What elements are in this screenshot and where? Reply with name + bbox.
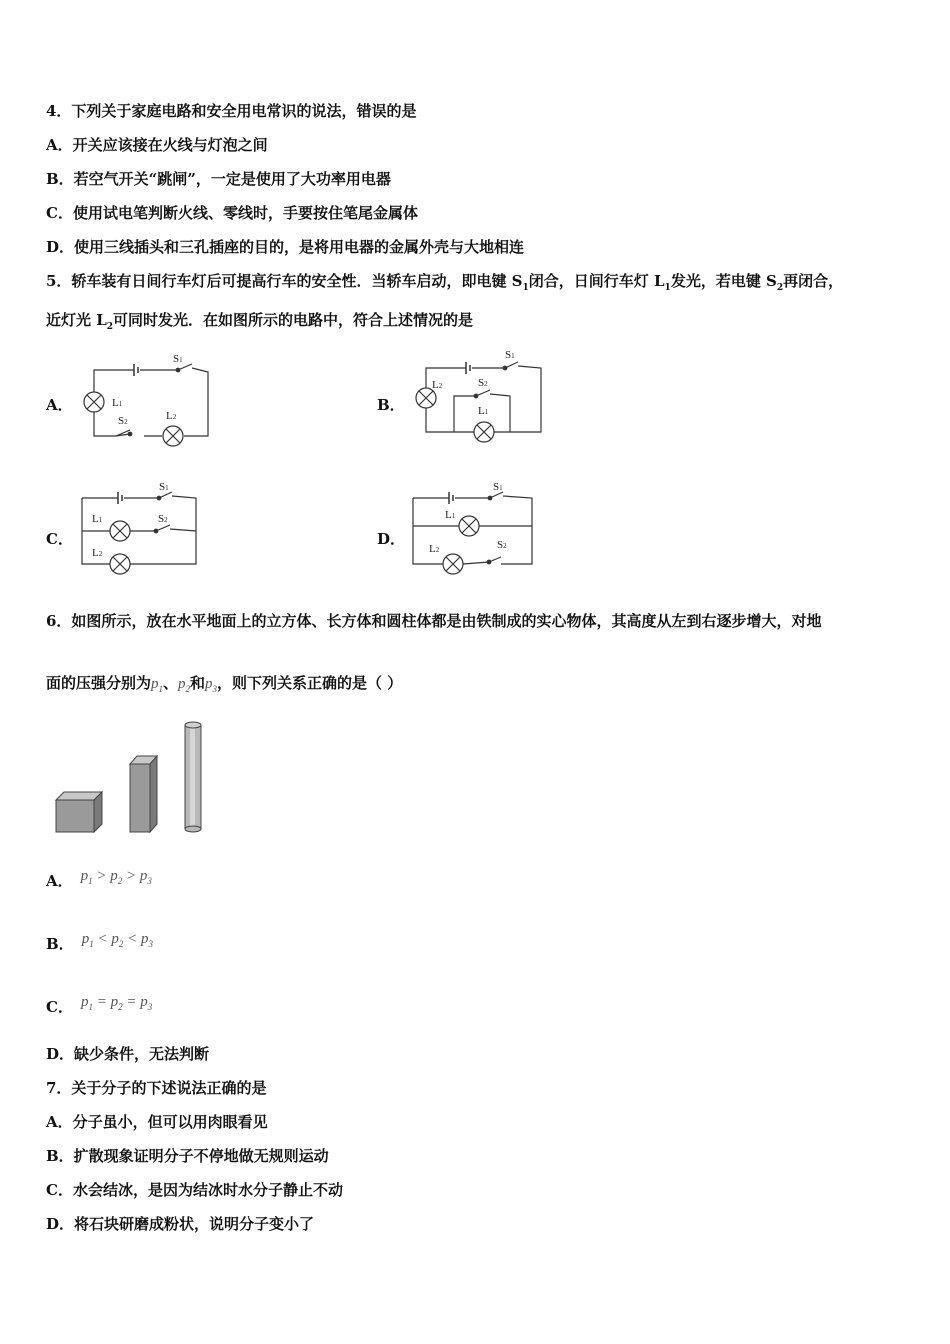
circuit-diagram-a: [78, 350, 218, 445]
label-s1: S1: [173, 353, 183, 365]
q5-option-a-label: A．: [46, 396, 73, 414]
q7-option-b: B．扩散现象证明分子不停地做无规则运动: [46, 1147, 329, 1165]
q7-option-c: C．水会结冰，是因为结冰时水分子静止不动: [46, 1181, 343, 1199]
cylinder-shape: [185, 722, 201, 832]
lamp-l1-icon: [474, 422, 494, 442]
q6-option-c: C． $p_1 = p_2 = p_3$: [46, 994, 153, 1016]
q7-stem: 7．关于分子的下述说法正确的是: [46, 1079, 267, 1097]
q5-stem-line1: 5．轿车装有日间行车灯后可提高行车的安全性．当轿车启动，即电键 $S_1$闭合，日间行车灯 $L_1$发光，若电键 $S_2$再闭合，: [46, 272, 844, 293]
label-l2: L2: [166, 410, 177, 422]
q6-stem-line1: 6．如图所示，放在水平地面上的立方体、长方体和圆柱体都是由铁制成的实心物体，其高度从左到右逐步增大，对地: [46, 612, 822, 630]
q5-option-c-label: C．: [46, 530, 73, 548]
lamp-l2-icon: [443, 554, 463, 574]
q6-option-d: D．缺少条件，无法判断: [46, 1045, 210, 1063]
label-l1: L1: [445, 509, 456, 521]
label-l2: L2: [432, 379, 443, 391]
q6-stem-line2: 面的压强分别为$p_1$、$p_2$和$p_3$，则下列关系正确的是（ ）: [46, 674, 403, 694]
lamp-l1-icon: [459, 516, 479, 536]
label-l2: L2: [92, 547, 103, 559]
cuboid-shape: [130, 756, 157, 832]
label-s1: S1: [505, 349, 515, 361]
label-s2: S2: [497, 539, 507, 551]
q5-option-d-label: D．: [377, 530, 406, 548]
q4-option-d: D．使用三线插头和三孔插座的目的，是将用电器的金属外壳与大地相连: [46, 238, 525, 256]
q4-stem: 4．下列关于家庭电路和安全用电常识的说法，错误的是: [46, 102, 417, 120]
label-s1: S1: [159, 481, 169, 493]
lamp-l1-icon: [110, 521, 130, 541]
circuit-diagram-d: [405, 478, 545, 573]
label-s1: S1: [493, 481, 503, 493]
q7-option-a: A．分子虽小，但可以用肉眼看见: [46, 1113, 268, 1131]
q7-option-d: D．将石块研磨成粉状，说明分子变小了: [46, 1215, 315, 1233]
cube-shape: [56, 792, 102, 832]
label-s2: S2: [158, 513, 168, 525]
circuit-diagram-c: [74, 478, 214, 573]
lamp-l2-icon: [110, 554, 130, 574]
label-l1: L1: [478, 405, 489, 417]
label-l1: L1: [92, 513, 103, 525]
iron-solids-figure: [50, 718, 220, 838]
q6-option-b: B． $p_1 < p_2 < p_3$: [46, 931, 153, 953]
q5-option-b-label: B．: [377, 396, 405, 414]
label-l2: L2: [429, 543, 440, 555]
lamp-l2-icon: [416, 388, 436, 408]
q6-option-a: A． $p_1 > p_2 > p_3$: [46, 868, 152, 890]
lamp-l1-icon: [84, 392, 104, 412]
q4-option-a: A．开关应该接在火线与灯泡之间: [46, 136, 268, 154]
circuit-diagram-b: [410, 346, 550, 441]
q4-option-b: B．若空气开关“跳闸”，一定是使用了大功率用电器: [46, 170, 391, 188]
label-l1: L1: [112, 397, 123, 409]
label-s2: S2: [478, 377, 488, 389]
label-s2: S2: [118, 415, 128, 427]
lamp-l2-icon: [163, 426, 183, 446]
q4-option-c: C．使用试电笔判断火线、零线时，手要按住笔尾金属体: [46, 204, 418, 222]
q5-stem-line2: 近灯光 $L_2$可同时发光．在如图所示的电路中，符合上述情况的是: [46, 311, 474, 332]
